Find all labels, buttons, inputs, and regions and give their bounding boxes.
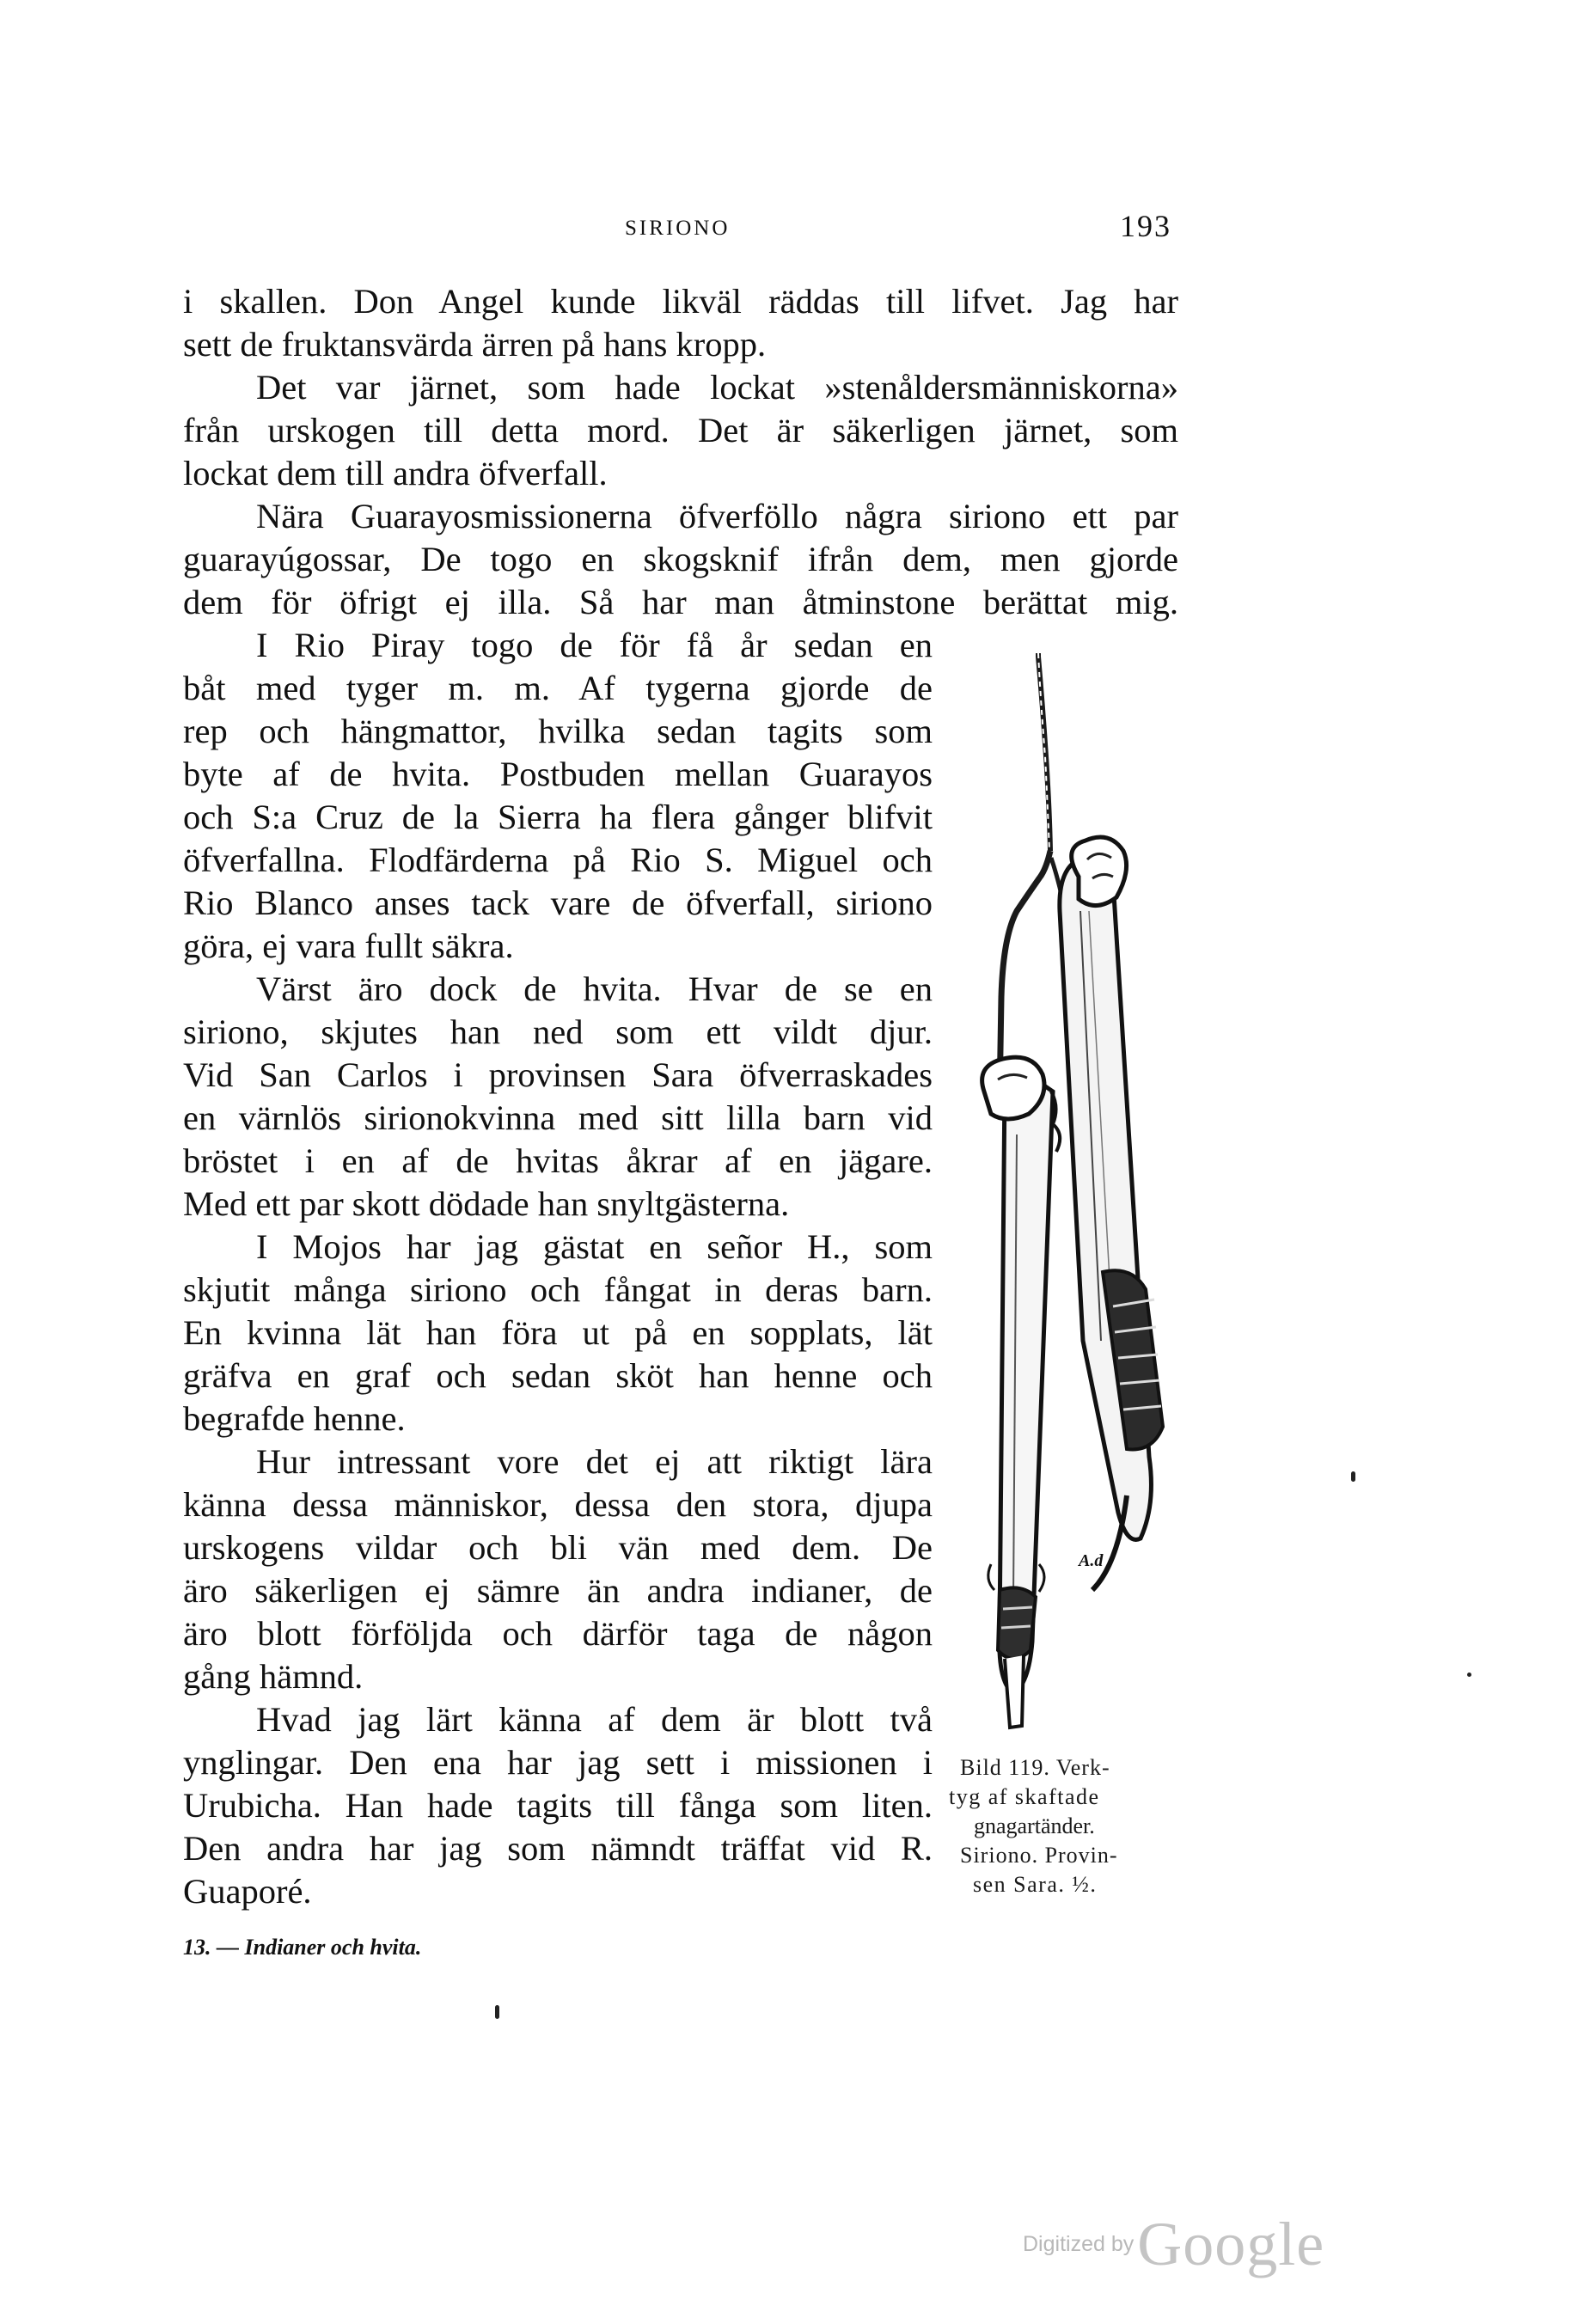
stray-mark xyxy=(495,2005,499,2019)
svg-text:A.d: A.d xyxy=(1079,1551,1104,1570)
text-line: rep och hängmattor, hvilka sedan tagits som xyxy=(183,712,933,750)
text-line: sett de fruktansvärda ärren på hans kropp. xyxy=(183,325,767,364)
caption-line: sen Sara. ½. xyxy=(973,1872,1098,1897)
text-line: gräfva en graf och sedan sköt han henne och xyxy=(183,1356,933,1395)
text-line: guarayúgossar, De togo en skogsknif ifrån dem, men gjorde xyxy=(183,540,1178,578)
text-line: i skallen. Don Angel kunde likväl räddas till lifvet. Jag har xyxy=(183,282,1178,321)
text-line: I Mojos har jag gästat en señor H., som xyxy=(256,1227,933,1266)
text-line: båt med tyger m. m. Af tygerna gjorde de xyxy=(183,669,933,707)
hanging-cord xyxy=(1000,653,1063,1100)
watermark-text: Digitized by xyxy=(1023,2232,1135,2256)
text-line: Rio Blanco anses tack vare de öfverfall, siriono xyxy=(183,884,933,922)
text-line: Det var järnet, som hade lockat »stenåldersmänniskorna» xyxy=(256,368,1178,407)
stray-mark xyxy=(1351,1471,1355,1482)
text-line: I Rio Piray togo de för få år sedan en xyxy=(256,626,933,664)
text-line: Vid San Carlos i provinsen Sara öfverraskades xyxy=(183,1055,933,1094)
text-line: Nära Guarayosmissionerna öfverföllo några siriono ett par xyxy=(256,497,1178,535)
text-line: Urubicha. Han hade tagits till fånga som liten. xyxy=(183,1786,933,1825)
text-line: gång hämnd. xyxy=(183,1657,364,1696)
left-tool xyxy=(982,1057,1061,1728)
text-line: Hvad jag lärt känna af dem är blott två xyxy=(256,1700,933,1739)
page-number: 193 xyxy=(1120,209,1171,243)
caption-line: Bild 119. Verk- xyxy=(960,1755,1110,1780)
text-line: från urskogen till detta mord. Det är säkerligen järnet, som xyxy=(183,411,1178,450)
caption-line: gnagartänder. xyxy=(974,1813,1095,1838)
text-line: Hur intressant vore det ej att riktigt lära xyxy=(256,1442,933,1481)
digitized-watermark xyxy=(1023,2209,1324,2280)
figure xyxy=(950,653,1225,1753)
right-tool xyxy=(1060,837,1163,1590)
text-line: känna dessa människor, dessa den stora, djupa xyxy=(183,1485,933,1524)
text-line: Den andra har jag som nämndt träffat vid R. xyxy=(183,1829,933,1868)
text-line: Med ett par skott dödade han snyltgästerna. xyxy=(183,1184,790,1223)
text-line: en värnlös sirionokvinna med sitt lilla barn vid xyxy=(183,1098,933,1137)
caption-line: tyg af skaftade xyxy=(949,1784,1100,1809)
text-line: Värst äro dock de hvita. Hvar de se en xyxy=(256,969,933,1008)
text-line: urskogens vildar och bli vän med dem. De xyxy=(183,1528,933,1567)
text-line: byte af de hvita. Postbuden mellan Guarayos xyxy=(183,755,933,793)
text-line: och S:a Cruz de la Sierra ha flera gånger blifvit xyxy=(183,798,933,836)
footer-signature: 13. — Indianer och hvita. xyxy=(183,1935,422,1960)
text-line: göra, ej vara fullt säkra. xyxy=(183,927,514,965)
text-line: Guaporé. xyxy=(183,1872,312,1911)
tool-illustration xyxy=(950,653,1225,1753)
text-line: äro säkerligen ej sämre än andra indianer, de xyxy=(183,1571,933,1610)
text-line: äro blott förföljda och därför taga de någon xyxy=(183,1614,933,1653)
text-line: begrafde henne. xyxy=(183,1399,406,1438)
text-line: bröstet i en af de hvitas åkrar af en jägare. xyxy=(183,1141,933,1180)
caption-line: Siriono. Provin- xyxy=(960,1843,1118,1868)
text-line: lockat dem till andra öfverfall. xyxy=(183,454,608,492)
text-line: siriono, skjutes han ned som ett vildt djur. xyxy=(183,1012,933,1051)
stray-mark xyxy=(1467,1673,1471,1677)
text-line: dem för öfrigt ej illa. Så har man åtminstone berättat mig. xyxy=(183,583,1178,621)
text-line: skjutit många siriono och fångat in deras barn. xyxy=(183,1270,933,1309)
text-line: ynglingar. Den ena har jag sett i missionen i xyxy=(183,1743,933,1782)
google-logo: Google xyxy=(1137,2210,1325,2278)
text-line: En kvinna lät han föra ut på en sopplats, lät xyxy=(183,1313,933,1352)
artist-signature xyxy=(1077,1551,1104,1570)
text-line: öfverfallna. Flodfärderna på Rio S. Miguel och xyxy=(183,841,933,879)
running-title: SIRIONO xyxy=(625,217,731,240)
